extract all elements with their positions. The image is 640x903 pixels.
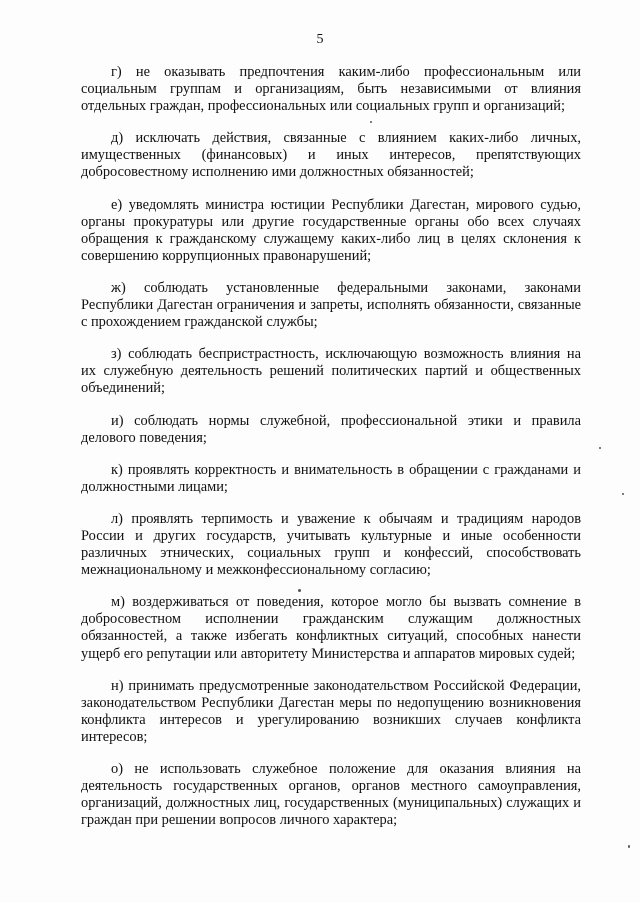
scan-speck (370, 121, 372, 123)
paragraph-e: е) уведомлять министра юстиции Республики Дагестан, мирового судью, органы прокуратуры или другие государственные органы обо всех случаях обращения к гражданскому служащему каких-либо лиц в целях склонения к совершению коррупционных правонарушений; (81, 196, 581, 264)
scan-speck (599, 447, 601, 449)
paragraph-k: к) проявлять корректность и внимательность в обращении с гражданами и должностными лицами; (81, 461, 581, 495)
paragraph-m: м) воздерживаться от поведения, которое могло бы вызвать сомнение в добросовестном исполнении гражданским служащим должностных обязанностей, а также избегать конфликтных ситуаций, способных нанести ущерб его репутации или авторитету Министерства и аппаратов мировых судей; (81, 594, 581, 662)
paragraph-i: и) соблюдать нормы служебной, профессиональной этики и правила делового поведения; (81, 412, 581, 446)
document-body (81, 64, 581, 829)
scan-speck (628, 845, 630, 848)
scan-speck (622, 493, 624, 495)
scan-speck (298, 589, 301, 592)
paragraph-z: з) соблюдать беспристрастность, исключающую возможность влияния на их служебную деятельность решений политических партий и общественных объединений; (81, 346, 581, 397)
paragraph-l: л) проявлять терпимость и уважение к обычаям и традициям народов России и других государств, учитывать культурные и иные особенности различных этнических, социальных групп и конфессий, способствовать межнациональному и межконфессиональному согласию; (81, 510, 581, 579)
paragraph-zh: ж) соблюдать установленные федеральными законами, законами Республики Дагестан ограничения и запреты, исполнять обязанности, связанные с прохождением гражданской службы; (81, 279, 581, 331)
paragraph-g: г) не оказывать предпочтения каким-либо профессиональным или социальным группам и организациям, быть независимыми от влияния отдельных граждан, профессиональных или социальных групп и организаций; (81, 64, 581, 115)
paragraph-o: о) не использовать служебное положение для оказания влияния на деятельность государственных органов, органов местного самоуправления, организаций, должностных лиц, государственных (муниципальных) служащих и граждан при решении вопросов личного характера; (81, 761, 581, 829)
paragraph-n: н) принимать предусмотренные законодательством Российской Федерации, законодательством Республики Дагестан меры по недопущению возникновения конфликта интересов и урегулированию возникших случаев конфликта интересов; (81, 677, 581, 745)
paragraph-d: д) исключать действия, связанные с влиянием каких-либо личных, имущественных (финансовых) и иных интересов, препятствующих добросовестному исполнению ими должностных обязанностей; (81, 130, 581, 181)
page-number: 5 (316, 32, 324, 47)
